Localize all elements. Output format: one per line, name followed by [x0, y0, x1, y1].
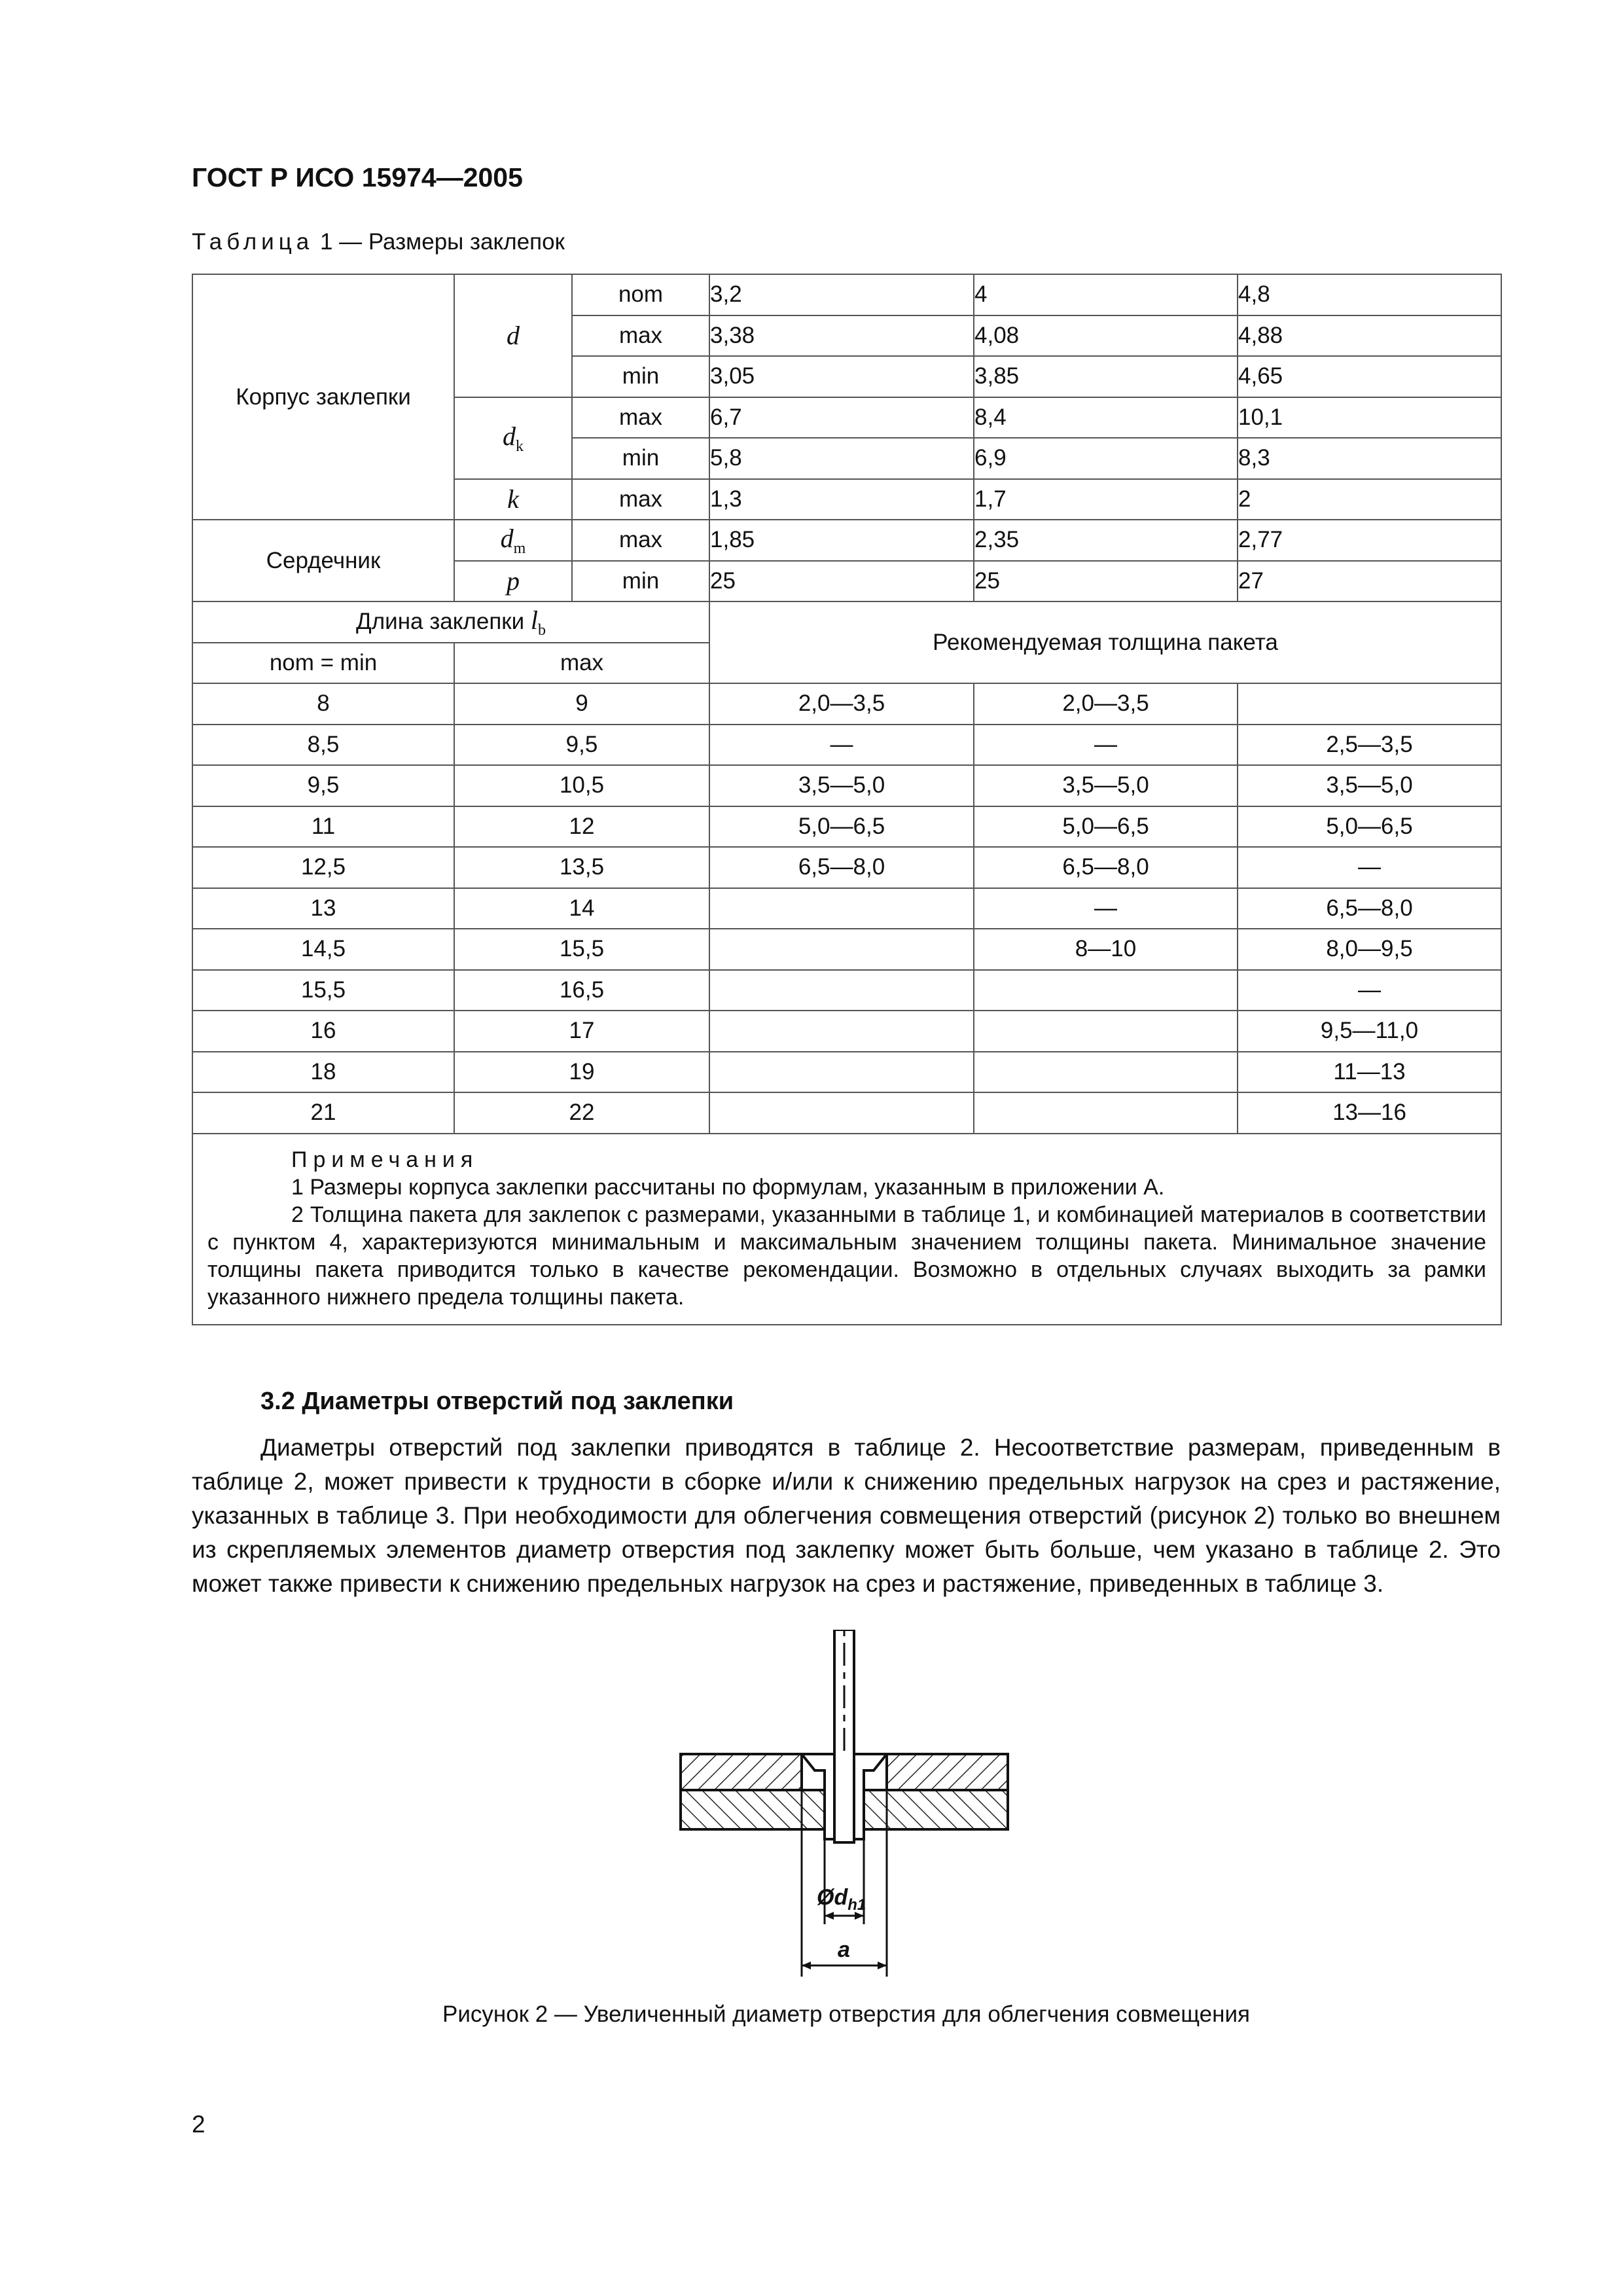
- length-row: [192, 847, 1501, 888]
- length-max-cell: 10,5: [454, 765, 709, 806]
- length-g1-cell: [709, 929, 974, 970]
- value-cell: 8,3: [1238, 438, 1501, 479]
- length-g1-cell: [709, 970, 974, 1011]
- tolerance-cell: max: [572, 315, 709, 357]
- group-label-core: Сердечник: [192, 520, 454, 601]
- dimension-a-label: a: [838, 1937, 850, 1962]
- length-g3-cell: —: [1238, 970, 1501, 1011]
- tolerance-cell: max: [572, 479, 709, 520]
- value-cell: 3,38: [709, 315, 974, 357]
- figure-2-diagram: [674, 1630, 1014, 1990]
- table-notes: [192, 1134, 1501, 1325]
- length-g3-cell: 8,0—9,5: [1238, 929, 1501, 970]
- length-g2-cell: 3,5—5,0: [974, 765, 1238, 806]
- length-g2-cell: 6,5—8,0: [974, 847, 1238, 888]
- thickness-header: Рекомендуемая толщина пакета: [709, 601, 1501, 683]
- note-1: 1 Размеры корпуса заклепки рассчитаны по формулам, указанным в приложении А.: [291, 1174, 1165, 1200]
- length-row: [192, 725, 1501, 766]
- length-g1-cell: —: [709, 725, 974, 766]
- value-cell: 4,08: [974, 315, 1238, 357]
- table-row: [192, 520, 1501, 561]
- length-g3-cell: —: [1238, 847, 1501, 888]
- length-g1-cell: [709, 888, 974, 929]
- length-row: [192, 888, 1501, 929]
- value-cell: 2,35: [974, 520, 1238, 561]
- length-g2-cell: 2,0—3,5: [974, 683, 1238, 725]
- value-cell: 4,88: [1238, 315, 1501, 357]
- document-title: ГОСТ Р ИСО 15974—2005: [192, 162, 523, 192]
- length-g3-cell: 6,5—8,0: [1238, 888, 1501, 929]
- value-cell: 8,4: [974, 397, 1238, 439]
- value-cell: 6,9: [974, 438, 1238, 479]
- length-g3-cell: [1238, 683, 1501, 725]
- tolerance-cell: min: [572, 561, 709, 602]
- table-row: [192, 601, 1501, 643]
- length-g1-cell: 5,0—6,5: [709, 806, 974, 848]
- length-g2-cell: [974, 1052, 1238, 1093]
- length-row: [192, 806, 1501, 848]
- value-cell: 3,2: [709, 274, 974, 315]
- value-cell: 1,85: [709, 520, 974, 561]
- length-g1-cell: [709, 1011, 974, 1052]
- table-caption-text: 1 — Размеры заклепок: [313, 229, 565, 255]
- tolerance-cell: min: [572, 356, 709, 397]
- tolerance-cell: max: [572, 520, 709, 561]
- length-row: [192, 1092, 1501, 1134]
- length-g1-cell: 2,0—3,5: [709, 683, 974, 725]
- length-g2-cell: 8—10: [974, 929, 1238, 970]
- length-g2-cell: 5,0—6,5: [974, 806, 1238, 848]
- notes-heading: Примечания: [291, 1147, 479, 1172]
- length-g3-cell: 3,5—5,0: [1238, 765, 1501, 806]
- length-max-cell: 14: [454, 888, 709, 929]
- diameter-label: $Ød_{h1}$: [817, 1885, 866, 1914]
- length-nom-cell: 21: [192, 1092, 454, 1134]
- value-cell: 1,3: [709, 479, 974, 520]
- length-nom-cell: 13: [192, 888, 454, 929]
- length-max-cell: 19: [454, 1052, 709, 1093]
- value-cell: 4,65: [1238, 356, 1501, 397]
- tolerance-cell: min: [572, 438, 709, 479]
- symbol-k: k: [454, 479, 572, 520]
- value-cell: 27: [1238, 561, 1501, 602]
- length-g2-cell: [974, 970, 1238, 1011]
- length-g2-cell: [974, 1092, 1238, 1134]
- length-g2-cell: —: [974, 725, 1238, 766]
- rivet-dimensions-table: [192, 274, 1502, 1325]
- length-nom-cell: 12,5: [192, 847, 454, 888]
- table-caption: [192, 229, 565, 255]
- section-paragraph: Диаметры отверстий под заклепки приводятся в таблице 2. Несоответствие размерам, приведенным в таблице 2, может привести к трудности в сборке и/или к снижению предельных нагрузок на срез и растяжение, указанных в таблице 3. При необходимости для облегчения совмещения отверстий (рисунок 2) только во внешнем из скрепляемых элементов диаметр отверстия под заклепку может быть больше, чем указано в таблице 2. Это может также привести к снижению предельных нагрузок на срез и растяжение, приведенных в таблице 3.: [192, 1434, 1501, 1597]
- length-g3-cell: 9,5—11,0: [1238, 1011, 1501, 1052]
- page-number: 2: [192, 2111, 205, 2138]
- length-max-cell: 12: [454, 806, 709, 848]
- length-row: [192, 765, 1501, 806]
- length-row: [192, 1011, 1501, 1052]
- length-nom-cell: 14,5: [192, 929, 454, 970]
- length-nom-cell: 16: [192, 1011, 454, 1052]
- symbol-p: p: [454, 561, 572, 602]
- value-cell: 10,1: [1238, 397, 1501, 439]
- max-header: max: [454, 643, 709, 684]
- length-max-cell: 17: [454, 1011, 709, 1052]
- length-max-cell: 15,5: [454, 929, 709, 970]
- length-g1-cell: 6,5—8,0: [709, 847, 974, 888]
- value-cell: 4: [974, 274, 1238, 315]
- nom-min-header: nom = min: [192, 643, 454, 684]
- value-cell: 25: [974, 561, 1238, 602]
- length-max-cell: 13,5: [454, 847, 709, 888]
- tolerance-cell: max: [572, 397, 709, 439]
- value-cell: 3,85: [974, 356, 1238, 397]
- tolerance-cell: nom: [572, 274, 709, 315]
- length-g2-cell: [974, 1011, 1238, 1052]
- notes-row: [192, 1134, 1501, 1325]
- group-label-body: Корпус заклепки: [192, 274, 454, 520]
- table-caption-label: Таблица: [192, 229, 314, 255]
- value-cell: 6,7: [709, 397, 974, 439]
- length-header: Длина заклепки $l_b$: [192, 601, 709, 643]
- symbol-dk: $d_k$: [454, 397, 572, 479]
- table-row: [192, 274, 1501, 315]
- length-row: [192, 1052, 1501, 1093]
- length-nom-cell: 9,5: [192, 765, 454, 806]
- length-row: [192, 970, 1501, 1011]
- length-row: [192, 929, 1501, 970]
- length-max-cell: 16,5: [454, 970, 709, 1011]
- length-nom-cell: 11: [192, 806, 454, 848]
- value-cell: 2: [1238, 479, 1501, 520]
- symbol-dm: $d_m$: [454, 520, 572, 561]
- length-nom-cell: 15,5: [192, 970, 454, 1011]
- length-nom-cell: 8: [192, 683, 454, 725]
- length-nom-cell: 18: [192, 1052, 454, 1093]
- value-cell: 3,05: [709, 356, 974, 397]
- rivet-mandrel: [834, 1630, 854, 1842]
- value-cell: 25: [709, 561, 974, 602]
- length-nom-cell: 8,5: [192, 725, 454, 766]
- length-g2-cell: —: [974, 888, 1238, 929]
- note-2: 2 Толщина пакета для заклепок с размерами, указанными в таблице 1, и комбинацией материалов в соответствии с пунктом 4, характеризуются минимальным и максимальным значением толщины пакета. Минимальное значение толщины пакета приводится только в качестве рекомендации. Возможно в отдельных случаях выходить за рамки указанного нижнего предела толщины пакета.: [207, 1202, 1486, 1310]
- length-g1-cell: 3,5—5,0: [709, 765, 974, 806]
- value-cell: 4,8: [1238, 274, 1501, 315]
- length-g3-cell: 11—13: [1238, 1052, 1501, 1093]
- figure-caption: Рисунок 2 — Увеличенный диаметр отверстия для облегчения совмещения: [442, 2001, 1250, 2027]
- length-max-cell: 9: [454, 683, 709, 725]
- value-cell: 2,77: [1238, 520, 1501, 561]
- symbol-d: d: [454, 274, 572, 397]
- value-cell: 5,8: [709, 438, 974, 479]
- length-g3-cell: 13—16: [1238, 1092, 1501, 1134]
- length-g3-cell: 2,5—3,5: [1238, 725, 1501, 766]
- length-max-cell: 22: [454, 1092, 709, 1134]
- length-g1-cell: [709, 1092, 974, 1134]
- length-g3-cell: 5,0—6,5: [1238, 806, 1501, 848]
- length-max-cell: 9,5: [454, 725, 709, 766]
- section-heading: 3.2 Диаметры отверстий под заклепки: [260, 1388, 734, 1415]
- length-row: [192, 683, 1501, 725]
- value-cell: 1,7: [974, 479, 1238, 520]
- length-g1-cell: [709, 1052, 974, 1093]
